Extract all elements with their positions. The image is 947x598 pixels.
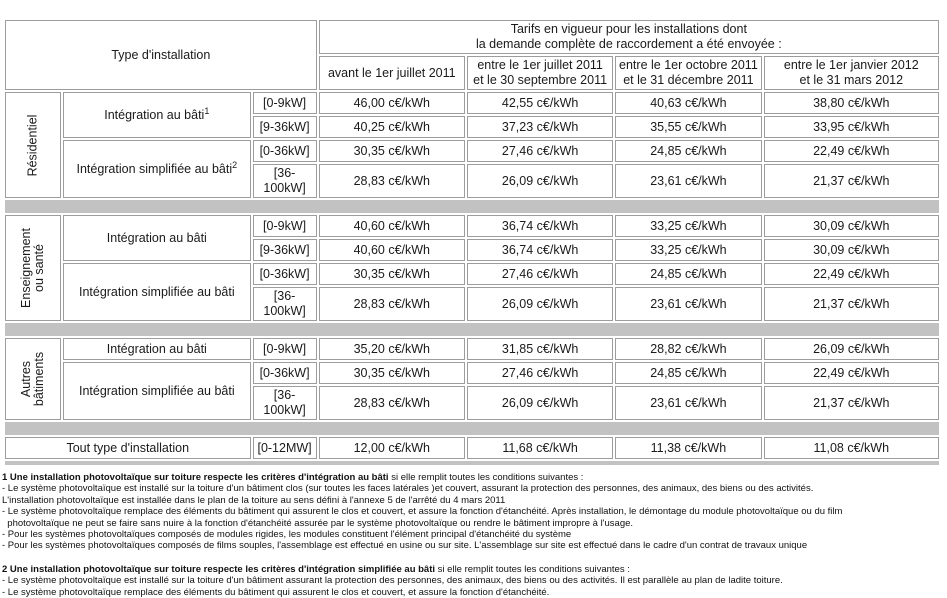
tariff-value-cell: 11,08 c€/kWh [764, 437, 939, 459]
power-range-cell: [9-36kW] [253, 116, 317, 138]
tariff-value-cell: 28,82 c€/kWh [615, 338, 761, 360]
integration-type-label: Intégration au bâti [104, 107, 205, 122]
period-header-1 [467, 56, 613, 90]
period-header-line: avant le 1er juillet 2011 [327, 65, 456, 80]
period-header-0 [319, 56, 465, 90]
tariff-value-cell: 21,37 c€/kWh [764, 287, 939, 321]
footnote-line: - Le système photovoltaïque remplace des éléments du bâtiment qui assurent le clos et couvert, et assure la fonction d'étanchéité. Après installation, le démontage du module photovoltaïque ou du film [2, 506, 843, 518]
category-line: Enseignement [19, 228, 34, 308]
tariff-value-cell: 27,46 c€/kWh [467, 362, 613, 384]
tariff-value-cell: 11,38 c€/kWh [615, 437, 761, 459]
footnote-line: - Pour les systèmes photovoltaïques composés de modules rigides, les modules constituent l'élément principal d'étanchéité du système [2, 529, 572, 541]
tariff-value-cell: 35,20 c€/kWh [319, 338, 465, 360]
category-residentiel [5, 92, 61, 198]
tarifs-header-line1: Tarifs en vigueur pour les installations dont [510, 22, 747, 36]
power-range-cell: [0-12MW] [253, 437, 317, 459]
power-range-cell: [0-9kW] [253, 92, 317, 114]
tariff-value-cell: 22,49 c€/kWh [764, 140, 939, 162]
tariff-value-cell: 33,95 c€/kWh [764, 116, 939, 138]
footnote-ref-1: 1 [204, 105, 210, 116]
tariff-value-cell: 26,09 c€/kWh [467, 386, 613, 420]
footnote-ref-2: 2 [232, 159, 238, 170]
category-autres-batiments [5, 338, 61, 420]
footnote-2 [2, 564, 947, 598]
integration-type-cell: Intégration au bâti [63, 338, 250, 360]
footnote-2-intro [2, 564, 947, 575]
tariff-value-cell: 42,55 c€/kWh [467, 92, 613, 114]
footnote-line: - Le système photovoltaïque est installé sur la toiture d'un bâtiment assurant la protection des personnes, des animaux, des biens ou des activités. Il est parallèle au plan de ladite toiture. [2, 575, 783, 587]
tariff-value-cell: 28,83 c€/kWh [319, 287, 465, 321]
tariff-table [3, 18, 941, 467]
footnote-line: - Le système photovoltaïque remplace des éléments du bâtiment qui assurent le clos et couvert, et assure la fonction d'étanchéité. [2, 586, 550, 598]
power-range-cell: [36-100kW] [253, 386, 317, 420]
separator-band-bottom [5, 461, 939, 465]
power-range-cell: [0-36kW] [253, 362, 317, 384]
footnote-1 [2, 472, 947, 552]
tariff-value-cell: 21,37 c€/kWh [764, 164, 939, 198]
integration-type-cell: Intégration au bâti [63, 215, 250, 261]
tariff-value-cell: 35,55 c€/kWh [615, 116, 761, 138]
tariff-value-cell: 24,85 c€/kWh [615, 140, 761, 162]
footnote-line: photovoltaïque ne peut se faire sans nuire à la fonction d'étanchéité assurée par le système photovoltaïque ou rendre le bâtiment impropre à l'usage. [2, 517, 634, 529]
category-enseignement-ou-sante [5, 215, 61, 321]
tariff-value-cell: 30,09 c€/kWh [764, 239, 939, 261]
vertical-label-residentiel [6, 93, 60, 197]
tariff-value-cell: 21,37 c€/kWh [764, 386, 939, 420]
separator-band [5, 200, 939, 213]
tariff-value-cell: 31,85 c€/kWh [467, 338, 613, 360]
tariff-value-cell: 12,00 c€/kWh [319, 437, 465, 459]
period-header-line: entre le 1er juillet 2011 [477, 58, 603, 72]
period-header-line: et le 31 décembre 2011 [623, 73, 754, 87]
tariff-value-cell: 36,74 c€/kWh [467, 239, 613, 261]
integration-type-cell [63, 92, 250, 138]
tariff-value-cell: 30,35 c€/kWh [319, 362, 465, 384]
footnote-1-intro [2, 472, 947, 483]
tariff-value-cell: 22,49 c€/kWh [764, 263, 939, 285]
integration-type-cell: Intégration simplifiée au bâti [63, 362, 250, 420]
type-installation-header: Type d'installation [5, 20, 317, 90]
tariff-value-cell: 28,83 c€/kWh [319, 386, 465, 420]
tariff-value-cell: 40,60 c€/kWh [319, 239, 465, 261]
power-range-cell: [36-100kW] [253, 287, 317, 321]
tariff-value-cell: 30,09 c€/kWh [764, 215, 939, 237]
tariff-value-cell: 46,00 c€/kWh [319, 92, 465, 114]
tariff-value-cell: 22,49 c€/kWh [764, 362, 939, 384]
tariff-value-cell: 26,09 c€/kWh [467, 164, 613, 198]
integration-type-cell [63, 140, 250, 198]
tariff-value-cell: 11,68 c€/kWh [467, 437, 613, 459]
power-range-cell: [0-9kW] [253, 338, 317, 360]
tariff-value-cell: 27,46 c€/kWh [467, 140, 613, 162]
tariff-value-cell: 26,09 c€/kWh [764, 338, 939, 360]
tariff-value-cell: 38,80 c€/kWh [764, 92, 939, 114]
tariff-value-cell: 23,61 c€/kWh [615, 164, 761, 198]
footnote-1-intro-bold: 1 Une installation photovoltaïque sur toiture respecte les critères d'intégration au bâti [2, 472, 389, 483]
power-range-cell: [36-100kW] [253, 164, 317, 198]
tariff-value-cell: 30,35 c€/kWh [319, 140, 465, 162]
integration-type-label: Intégration simplifiée au bâti [76, 161, 233, 176]
power-range-cell: [9-36kW] [253, 239, 317, 261]
tariff-value-cell: 28,83 c€/kWh [319, 164, 465, 198]
tariff-value-cell: 23,61 c€/kWh [615, 386, 761, 420]
tout-type-installation-cell: Tout type d'installation [5, 437, 251, 459]
period-header-2 [615, 56, 761, 90]
period-header-line: et le 30 septembre 2011 [473, 73, 608, 87]
category-line: bâtiments [32, 351, 47, 407]
footnotes [2, 472, 947, 598]
footnote-line: L'installation photovoltaïque est installée dans le plan de la toiture au sens défini à l'annexe 5 de l'arrêté du 4 mars 2011 [2, 494, 506, 506]
tariff-value-cell: 40,63 c€/kWh [615, 92, 761, 114]
power-range-cell: [0-36kW] [253, 140, 317, 162]
period-header-line: entre le 1er janvier 2012 [783, 58, 919, 72]
period-header-line: entre le 1er octobre 2011 [619, 58, 758, 72]
separator-band [5, 422, 939, 435]
tariff-value-cell: 27,46 c€/kWh [467, 263, 613, 285]
footnote-2-intro-rest: si elle remplit toutes les conditions suivantes : [435, 563, 630, 575]
period-header-3 [764, 56, 939, 90]
tariff-value-cell: 40,25 c€/kWh [319, 116, 465, 138]
power-range-cell: [0-36kW] [253, 263, 317, 285]
tarifs-header-line2: la demande complète de raccordement a été envoyée : [475, 37, 782, 51]
category-line: Résidentiel [25, 114, 40, 176]
tarifs-header [319, 20, 939, 54]
separator-band [5, 323, 939, 336]
period-header-line: et le 31 mars 2012 [799, 73, 904, 87]
tariff-value-cell: 23,61 c€/kWh [615, 287, 761, 321]
category-line: Autres [19, 360, 34, 398]
tariff-value-cell: 40,60 c€/kWh [319, 215, 465, 237]
tariff-value-cell: 36,74 c€/kWh [467, 215, 613, 237]
tariff-value-cell: 33,25 c€/kWh [615, 239, 761, 261]
footnote-2-intro-bold: 2 Une installation photovoltaïque sur toiture respecte les critères d'intégration simplifiée au bâti [2, 563, 436, 575]
footnote-1-intro-rest: si elle remplit toutes les conditions suivantes : [388, 472, 584, 483]
footnote-line: - Le système photovoltaïque est installé sur la toiture d'un bâtiment clos (sur toutes les faces latérales )et couvert, assurant la protection des personnes, des animaux, des biens ou des activités. [2, 483, 814, 495]
tariff-value-cell: 37,23 c€/kWh [467, 116, 613, 138]
tariff-value-cell: 24,85 c€/kWh [615, 263, 761, 285]
vertical-label-autres [6, 339, 60, 419]
integration-type-cell: Intégration simplifiée au bâti [63, 263, 250, 321]
tariff-value-cell: 26,09 c€/kWh [467, 287, 613, 321]
power-range-cell: [0-9kW] [253, 215, 317, 237]
page [0, 18, 947, 598]
tariff-value-cell: 24,85 c€/kWh [615, 362, 761, 384]
category-line: ou santé [32, 244, 47, 292]
vertical-label-enseignement [6, 216, 60, 320]
tariff-value-cell: 33,25 c€/kWh [615, 215, 761, 237]
tariff-value-cell: 30,35 c€/kWh [319, 263, 465, 285]
footnote-line: - Pour les systèmes photovoltaïques composés de films souples, l'assemblage est effectué en usine ou sur site. L'assemblage sur site est effectué dans le cadre d'un contrat de travaux unique [2, 540, 808, 552]
